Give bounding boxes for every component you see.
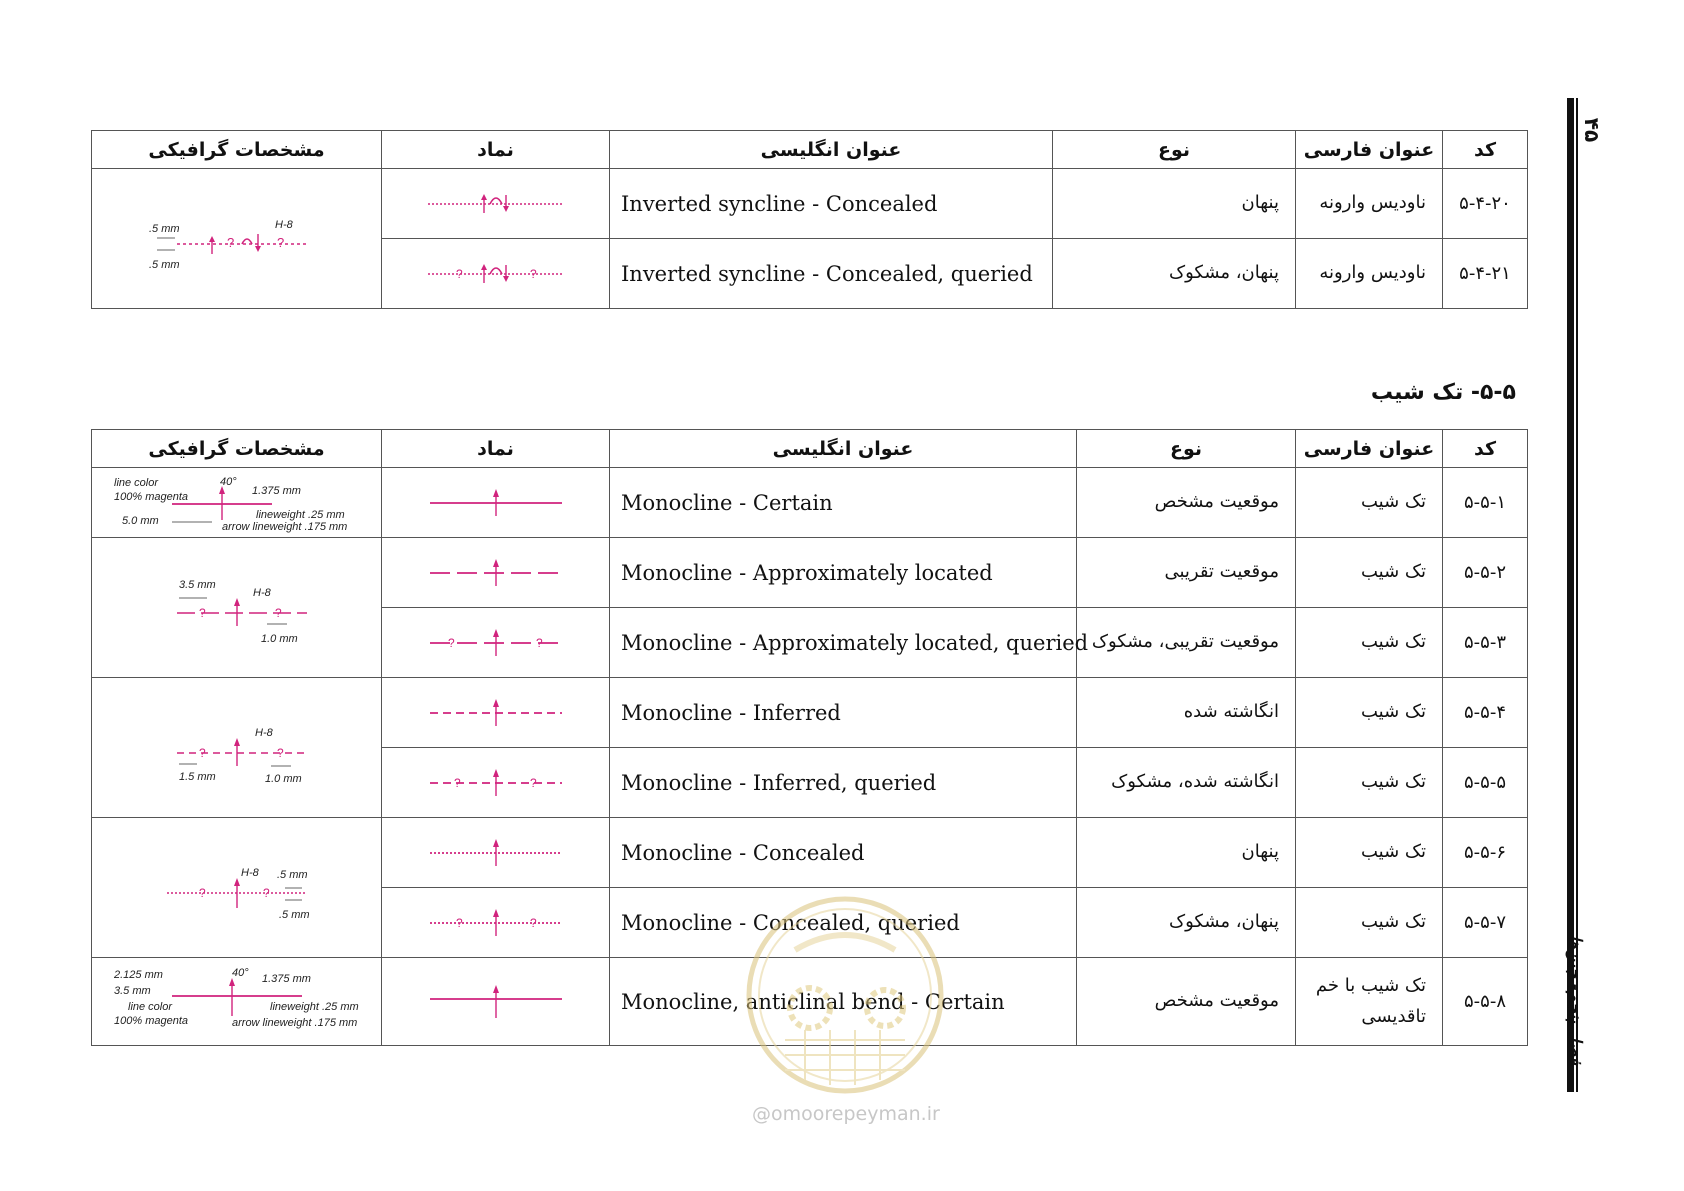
gfx-concealed-a: H-8 bbox=[240, 866, 259, 879]
type: پنهان bbox=[1053, 169, 1296, 239]
page-number: ۴۵ bbox=[1580, 117, 1605, 143]
gfx-concealed-b: .5 mm bbox=[276, 868, 308, 881]
symbol-inverted-syncline-queried bbox=[382, 239, 610, 309]
header-english-title: عنوان انگلیسی bbox=[610, 430, 1077, 468]
symbol-monocline-concealed-queried bbox=[382, 888, 610, 958]
svg-text:?: ? bbox=[274, 605, 282, 620]
gfx-t1-label-3: H-8 bbox=[274, 218, 293, 231]
type: پنهان، مشکوک bbox=[1053, 239, 1296, 309]
gfx-inferred-c: 1.0 mm bbox=[264, 772, 302, 785]
header-code: کد bbox=[1443, 430, 1528, 468]
persian-title: تک شیب bbox=[1296, 818, 1443, 888]
graphic-spec-anticlinal bbox=[92, 958, 382, 1046]
header-english-title: عنوان انگلیسی bbox=[610, 131, 1053, 169]
persian-title: تک شیب bbox=[1296, 888, 1443, 958]
symbol-monocline-certain bbox=[382, 468, 610, 538]
code: ۵-۵-۳ bbox=[1443, 608, 1528, 678]
gfx-approx-c: 1.0 mm bbox=[260, 632, 298, 645]
type: موقعیت مشخص bbox=[1077, 468, 1296, 538]
gfx-anticlinal-a: 2.125 mm bbox=[113, 968, 163, 981]
svg-text:?: ? bbox=[198, 745, 206, 760]
gfx-anticlinal-d: 100% magenta bbox=[113, 1014, 188, 1027]
header-type: نوع bbox=[1053, 131, 1296, 169]
symbol-monocline-concealed bbox=[382, 818, 610, 888]
svg-text:?: ? bbox=[529, 266, 537, 281]
gfx-concealed-c: .5 mm bbox=[278, 908, 310, 921]
code: ۵-۵-۱ bbox=[1443, 468, 1528, 538]
svg-text:?: ? bbox=[198, 885, 206, 900]
english-title: Inverted syncline - Concealed, queried bbox=[610, 239, 1053, 309]
table-row bbox=[92, 818, 1528, 888]
gfx-anticlinal-c: line color bbox=[127, 1000, 172, 1013]
svg-text:?: ? bbox=[455, 266, 463, 281]
symbol-monocline-inferred-queried bbox=[382, 748, 610, 818]
english-title: Monocline - Concealed bbox=[610, 818, 1077, 888]
watermark-seal-icon bbox=[735, 890, 955, 1104]
svg-text:?: ? bbox=[447, 635, 455, 650]
code: ۵-۵-۶ bbox=[1443, 818, 1528, 888]
gfx-certain-f: 5.0 mm bbox=[121, 514, 159, 527]
english-title: Monocline - Inferred, queried bbox=[610, 748, 1077, 818]
gfx-anticlinal-g: lineweight .25 mm bbox=[269, 1000, 359, 1013]
persian-title: تک شیب bbox=[1296, 468, 1443, 538]
header-persian-title: عنوان فارسی bbox=[1296, 131, 1443, 169]
english-title: Monocline, anticlinal bend - Certain bbox=[610, 958, 1077, 1046]
svg-text:?: ? bbox=[529, 915, 537, 930]
type: موقعیت تقریبی bbox=[1077, 538, 1296, 608]
gfx-anticlinal-e: 40° bbox=[231, 966, 249, 979]
code: ۵-۵-۲ bbox=[1443, 538, 1528, 608]
english-title: Monocline - Approximately located bbox=[610, 538, 1077, 608]
gfx-anticlinal-b: 3.5 mm bbox=[113, 984, 151, 997]
svg-text:?: ? bbox=[198, 605, 206, 620]
gfx-t1-label-2: .5 mm bbox=[148, 258, 180, 271]
svg-text:?: ? bbox=[453, 775, 461, 790]
gfx-anticlinal-h: arrow lineweight .175 mm bbox=[231, 1016, 357, 1029]
header-code: کد bbox=[1443, 131, 1528, 169]
gfx-anticlinal-f: 1.375 mm bbox=[261, 972, 311, 985]
english-title: Monocline - Certain bbox=[610, 468, 1077, 538]
svg-text:?: ? bbox=[226, 234, 234, 250]
code: ۵-۵-۸ bbox=[1443, 958, 1528, 1046]
graphic-spec-certain bbox=[92, 468, 382, 538]
table-header bbox=[92, 131, 1528, 169]
gfx-certain-g: arrow lineweight .175 mm bbox=[221, 520, 347, 533]
table-header bbox=[92, 430, 1528, 468]
inverted-syncline-table bbox=[91, 130, 1528, 309]
svg-text:?: ? bbox=[535, 635, 543, 650]
graphic-spec-inverted-syncline bbox=[92, 169, 382, 309]
code: ۵-۴-۲۱ bbox=[1443, 239, 1528, 309]
english-title: Inverted syncline - Concealed bbox=[610, 169, 1053, 239]
type: موقعیت تقریبی، مشکوک bbox=[1077, 608, 1296, 678]
table-row bbox=[92, 538, 1528, 608]
gfx-approx-a: 3.5 mm bbox=[178, 578, 216, 591]
persian-title: تک شیب bbox=[1296, 608, 1443, 678]
table-row bbox=[92, 468, 1528, 538]
section-heading: ۵-۵- تک شیب bbox=[1370, 380, 1516, 405]
watermark-url: @omoorepeyman.ir bbox=[752, 1103, 940, 1125]
graphic-spec-inferred bbox=[92, 678, 382, 818]
svg-text:?: ? bbox=[276, 234, 284, 250]
header-graphic-spec: مشخصات گرافیکی bbox=[92, 430, 382, 468]
symbol-monocline-approx bbox=[382, 538, 610, 608]
code: ۵-۵-۵ bbox=[1443, 748, 1528, 818]
symbol-monocline-anticlinal bbox=[382, 958, 610, 1046]
type: پنهان bbox=[1077, 818, 1296, 888]
english-title: Monocline - Concealed, queried bbox=[610, 888, 1077, 958]
persian-title: تک شیب bbox=[1296, 538, 1443, 608]
code: ۵-۵-۴ bbox=[1443, 678, 1528, 748]
header-graphic-spec: مشخصات گرافیکی bbox=[92, 131, 382, 169]
type: موقعیت مشخص bbox=[1077, 958, 1296, 1046]
persian-title: ناودیس وارونه bbox=[1296, 169, 1443, 239]
gfx-certain-b: 100% magenta bbox=[113, 490, 188, 503]
header-symbol: نماد bbox=[382, 131, 610, 169]
persian-title: تک شیب bbox=[1296, 678, 1443, 748]
gfx-certain-d: 1.375 mm bbox=[251, 484, 301, 497]
svg-text:?: ? bbox=[276, 745, 284, 760]
graphic-spec-concealed bbox=[92, 818, 382, 958]
symbol-monocline-approx-queried bbox=[382, 608, 610, 678]
english-title: Monocline - Inferred bbox=[610, 678, 1077, 748]
code: ۵-۵-۷ bbox=[1443, 888, 1528, 958]
gfx-certain-a: line color bbox=[113, 476, 158, 489]
table-row bbox=[92, 678, 1528, 748]
svg-text:?: ? bbox=[529, 775, 537, 790]
type: پنهان، مشکوک bbox=[1077, 888, 1296, 958]
code: ۵-۴-۲۰ bbox=[1443, 169, 1528, 239]
type: انگاشته شده bbox=[1077, 678, 1296, 748]
header-persian-title: عنوان فارسی bbox=[1296, 430, 1443, 468]
persian-title: تک شیب bbox=[1296, 748, 1443, 818]
chapter-title: فصل پنجم- چین‌ها bbox=[1565, 935, 1585, 1065]
header-symbol: نماد bbox=[382, 430, 610, 468]
gfx-certain-e: lineweight .25 mm bbox=[255, 508, 345, 521]
persian-title: ناودیس وارونه bbox=[1296, 239, 1443, 309]
header-type: نوع bbox=[1077, 430, 1296, 468]
persian-title: تک شیب با خم تاقدیسی bbox=[1296, 958, 1443, 1046]
gfx-t1-label-1: .5 mm bbox=[148, 222, 180, 235]
gfx-approx-b: H-8 bbox=[252, 586, 271, 599]
symbol-monocline-inferred bbox=[382, 678, 610, 748]
english-title: Monocline - Approximately located, queried bbox=[610, 608, 1077, 678]
type: انگاشته شده، مشکوک bbox=[1077, 748, 1296, 818]
gfx-certain-c: 40° bbox=[219, 475, 237, 488]
svg-text:?: ? bbox=[262, 885, 270, 900]
gfx-inferred-a: H-8 bbox=[254, 726, 273, 739]
table-row bbox=[92, 169, 1528, 239]
gfx-inferred-b: 1.5 mm bbox=[178, 770, 216, 783]
symbol-inverted-syncline-concealed bbox=[382, 169, 610, 239]
svg-text:?: ? bbox=[455, 915, 463, 930]
graphic-spec-approx bbox=[92, 538, 382, 678]
